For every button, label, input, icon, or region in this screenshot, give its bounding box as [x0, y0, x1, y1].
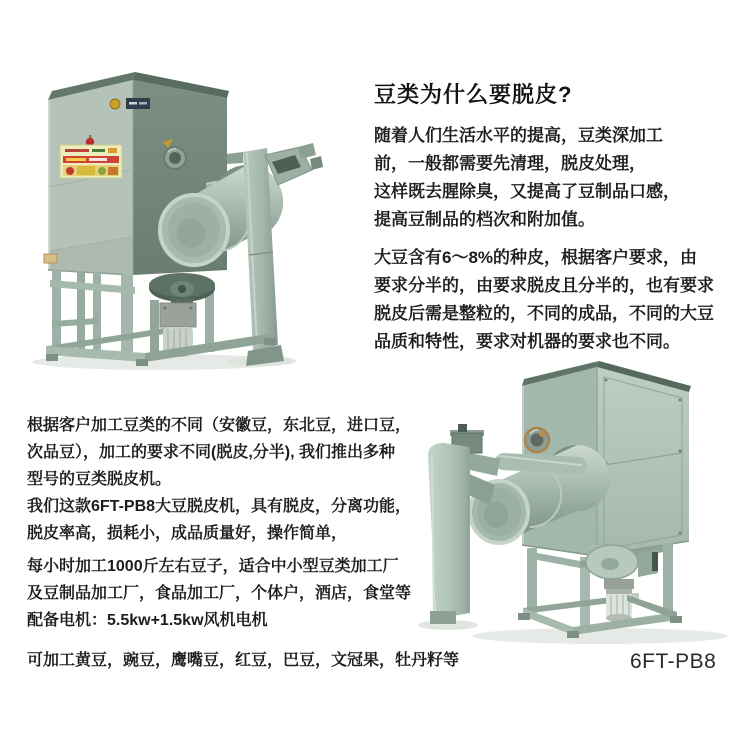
why-peel-section — [374, 82, 734, 356]
detail-paragraph — [374, 244, 734, 356]
intro-paragraph — [374, 122, 734, 234]
text-line: 要求分半的，由要求脱皮且分半的，也有要求 — [374, 276, 714, 295]
text-line: 可加工黄豆，豌豆，鹰嘴豆，红豆，巴豆，文冠果，牡丹籽等 — [27, 652, 460, 669]
text-line: 次品豆），加工的要求不同(脱皮,分半), 我们推出多种 — [27, 444, 395, 461]
text-line: 脱皮率高，损耗小，成品质量好，操作简单， — [27, 525, 348, 542]
text-line: 每小时加工1000斤左右豆子，适合中小型豆类加工厂 — [27, 558, 399, 575]
bean-types-paragraph — [27, 647, 487, 674]
text-line: 根据客户加工豆类的不同（安徽豆，东北豆，进口豆， — [27, 417, 412, 434]
product-sticker — [60, 145, 122, 178]
text-line: 前，一般都需要先清理，脱皮处理， — [374, 154, 646, 173]
model-label: 6FT-PB8 — [630, 650, 717, 673]
small-label — [44, 254, 57, 263]
machine-intro-section — [27, 412, 487, 674]
brand-nameplate — [110, 98, 150, 109]
side-inlet-port — [525, 428, 549, 452]
capacity-paragraph — [27, 553, 487, 634]
machine-types-paragraph — [27, 412, 487, 547]
text-line: 配备电机：5.5kw+1.5kw风机电机 — [27, 612, 268, 629]
machine-photo-front-view — [10, 55, 330, 375]
text-line: 提高豆制品的档次和附加值。 — [374, 210, 595, 229]
text-line: 及豆制品加工厂，食品加工厂，个体户，酒店，食堂等 — [27, 585, 412, 602]
text-line: 随着人们生活水平的提高，豆类深加工 — [374, 126, 663, 145]
text-line: 品质和特性，要求对机器的要求也不同。 — [374, 332, 680, 351]
section-heading: 豆类为什么要脱皮? — [374, 82, 573, 107]
text-line: 我们这款6FT-PB8大豆脱皮机，具有脱皮，分离功能， — [27, 498, 412, 515]
text-line: 脱皮后需是整粒的，不同的成品，不同的大豆 — [374, 304, 714, 323]
text-line: 型号的豆类脱皮机。 — [27, 471, 172, 488]
text-line: 大豆含有6～8%的种皮，根据客户要求，由 — [374, 248, 698, 267]
text-line: 这样既去腥除臭，又提高了豆制品口感， — [374, 182, 680, 201]
